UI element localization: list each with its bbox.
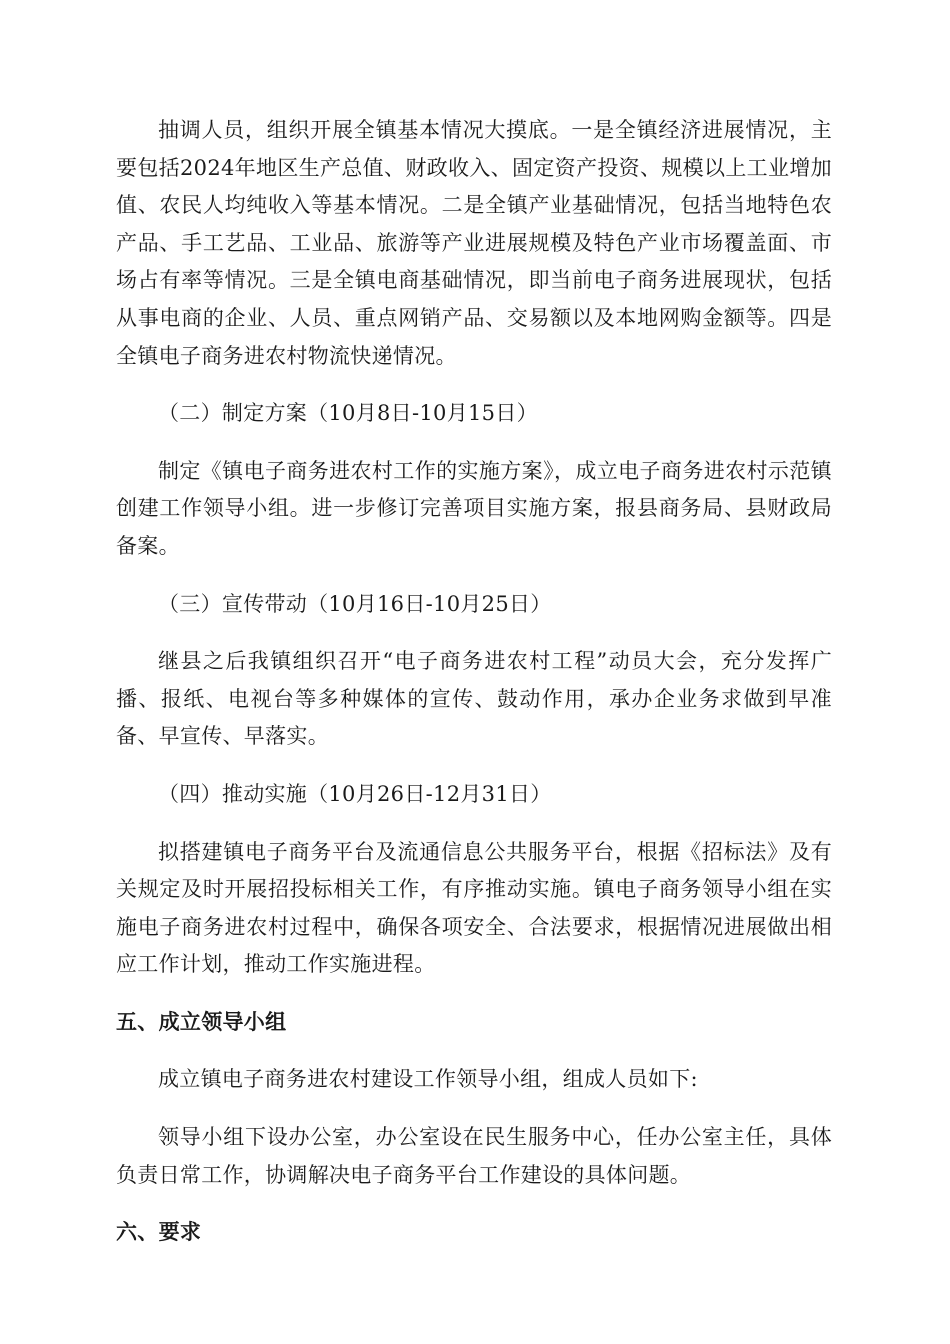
paragraph-survey: 抽调人员，组织开展全镇基本情况大摸底。一是全镇经济进展情况，主要包括2024年地区生产总值、财政收入、固定资产投资、规模以上工业增加值、农民人均纯收入等基本情况。二是全镇产业基础情况，包括当地特色农产品、手工艺品、工业品、旅游等产业进展规模及特色产业市场覆盖面、市场占有率等情况。三是全镇电商基础情况，即当前电子商务进展现状，包括从事电商的企业、人员、重点网销产品、交易额以及本地网购金额等。四是全镇电子商务进农村物流快递情况。 bbox=[116, 118, 832, 368]
paragraph-office: 领导小组下设办公室，办公室设在民生服务中心，任办公室主任，具体负责日常工作，协调解决电子商务平台工作建设的具体问题。 bbox=[116, 1125, 832, 1187]
subheading-publicity: （三）宣传带动（10月16日-10月25日） bbox=[158, 591, 552, 616]
spacer bbox=[116, 984, 832, 1004]
spacer bbox=[116, 1099, 832, 1119]
spacer bbox=[116, 1041, 832, 1061]
spacer bbox=[116, 375, 832, 395]
spacer bbox=[116, 566, 832, 586]
subheading-implementation: （四）推动实施（10月26日-12月31日） bbox=[158, 781, 552, 806]
spacer bbox=[116, 756, 832, 776]
spacer bbox=[116, 623, 832, 643]
section-heading-requirements: 六、要求 bbox=[116, 1220, 202, 1245]
spacer bbox=[116, 1194, 832, 1214]
paragraph-plan: 制定《镇电子商务进农村工作的实施方案》，成立电子商务进农村示范镇创建工作领导小组。进一步修订完善项目实施方案，报县商务局、县财政局备案。 bbox=[116, 458, 832, 558]
subheading-plan: （二）制定方案（10月8日-10月15日） bbox=[158, 401, 538, 426]
document-page bbox=[116, 112, 832, 1252]
spacer bbox=[116, 433, 832, 453]
paragraph-implementation: 拟搭建镇电子商务平台及流通信息公共服务平台，根据《招标法》及有关规定及时开展招投标相关工作，有序推动实施。镇电子商务领导小组在实施电子商务进农村过程中，确保各项安全、合法要求，根据情况进展做出相应工作计划，推动工作实施进程。 bbox=[116, 839, 832, 977]
section-heading-leadership-group: 五、成立领导小组 bbox=[116, 1009, 287, 1034]
paragraph-group-members: 成立镇电子商务进农村建设工作领导小组，组成人员如下: bbox=[158, 1067, 698, 1092]
spacer bbox=[116, 814, 832, 834]
paragraph-publicity: 继县之后我镇组织召开“电子商务进农村工程”动员大会，充分发挥广播、报纸、电视台等多种媒体的宣传、鼓动作用，承办企业务求做到早准备、早宣传、早落实。 bbox=[116, 649, 832, 749]
